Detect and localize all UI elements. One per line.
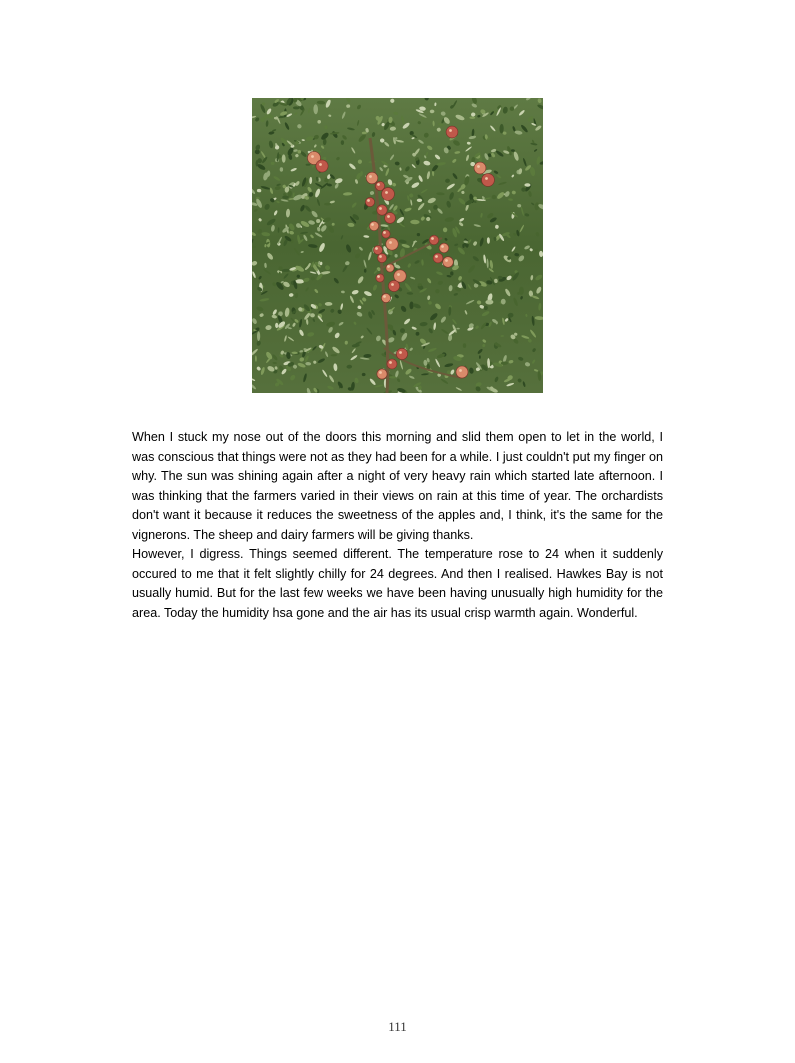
apple-highlight xyxy=(387,265,390,268)
leaf xyxy=(469,116,475,119)
apple-highlight xyxy=(369,175,372,178)
apple xyxy=(386,238,398,250)
apple-highlight xyxy=(379,371,382,374)
apple-highlight xyxy=(391,283,394,286)
leaf xyxy=(479,355,481,359)
paragraph-1: When I stuck my nose out of the doors this morning and slid them open to let in the world, I was conscious that things were not as they had been for a while. I just couldn't put my finger on why. The sun was shining again after a night of very heavy rain which started late afternoon. I was thinking that the farmers varied in their views on rain at this time of year. The orchardists don't want it because it reduces the sweetness of the apples and, I think, it's the same for the vignerons. The sheep and dairy farmers will be giving thanks. xyxy=(132,430,663,542)
apple xyxy=(388,280,399,291)
apple-highlight xyxy=(397,273,400,276)
apple-highlight xyxy=(377,183,380,186)
apple xyxy=(382,230,390,238)
leaf xyxy=(280,167,283,171)
apple-highlight xyxy=(385,191,388,194)
apple xyxy=(382,188,395,201)
apple xyxy=(369,221,378,230)
apple-highlight xyxy=(377,275,380,278)
apple-highlight xyxy=(383,295,386,298)
apple xyxy=(366,172,378,184)
apple-highlight xyxy=(383,231,386,234)
paragraph-2: However, I digress. Things seemed different. The temperature rose to 24 when it suddenly occured to me that it felt slightly chilly for 24 degrees. And then I realised. Hawkes Bay is not usually humid. But for the last few weeks we have been having unusually high humidity for the area. Today the humidity hsa gone and the air has its usual crisp warmth again. Wonderful. xyxy=(132,547,663,620)
leaf xyxy=(275,323,278,328)
apple xyxy=(429,235,438,244)
apple-highlight xyxy=(441,245,444,248)
apple-highlight xyxy=(379,255,382,258)
apple-highlight xyxy=(389,361,392,364)
apple xyxy=(482,174,495,187)
apple xyxy=(316,160,328,172)
apple xyxy=(443,257,454,268)
apple-tree-photo xyxy=(252,98,543,393)
apple xyxy=(381,293,390,302)
apple-highlight xyxy=(371,223,374,226)
apple-highlight xyxy=(449,129,452,132)
apple-tree-illustration xyxy=(252,98,543,393)
apple xyxy=(374,246,383,255)
apple xyxy=(375,181,384,190)
apple xyxy=(365,197,374,206)
apple-highlight xyxy=(379,207,382,210)
apple xyxy=(377,205,387,215)
apple xyxy=(376,274,384,282)
apple xyxy=(377,253,386,262)
apple-highlight xyxy=(375,247,378,250)
apple-highlight xyxy=(367,199,370,202)
apple-highlight xyxy=(431,237,434,240)
apple-highlight xyxy=(319,163,322,166)
leaf xyxy=(463,343,466,348)
apple xyxy=(377,369,387,379)
apple-highlight xyxy=(459,369,462,372)
apple xyxy=(387,359,397,369)
apple-highlight xyxy=(485,177,488,180)
apple-highlight xyxy=(445,259,448,262)
apple-highlight xyxy=(311,155,314,158)
apple xyxy=(456,366,468,378)
body-text xyxy=(132,428,663,623)
leaf xyxy=(257,331,260,341)
apple xyxy=(385,213,396,224)
apple xyxy=(439,243,449,253)
apple-highlight xyxy=(389,241,392,244)
apple xyxy=(396,348,407,359)
apple xyxy=(433,253,443,263)
apple-highlight xyxy=(399,351,402,354)
apple xyxy=(386,264,394,272)
apple xyxy=(474,162,486,174)
page-number: 111 xyxy=(388,1019,407,1034)
apple-highlight xyxy=(477,165,480,168)
apple xyxy=(446,126,458,138)
apple-highlight xyxy=(435,255,438,258)
apple-highlight xyxy=(387,215,390,218)
